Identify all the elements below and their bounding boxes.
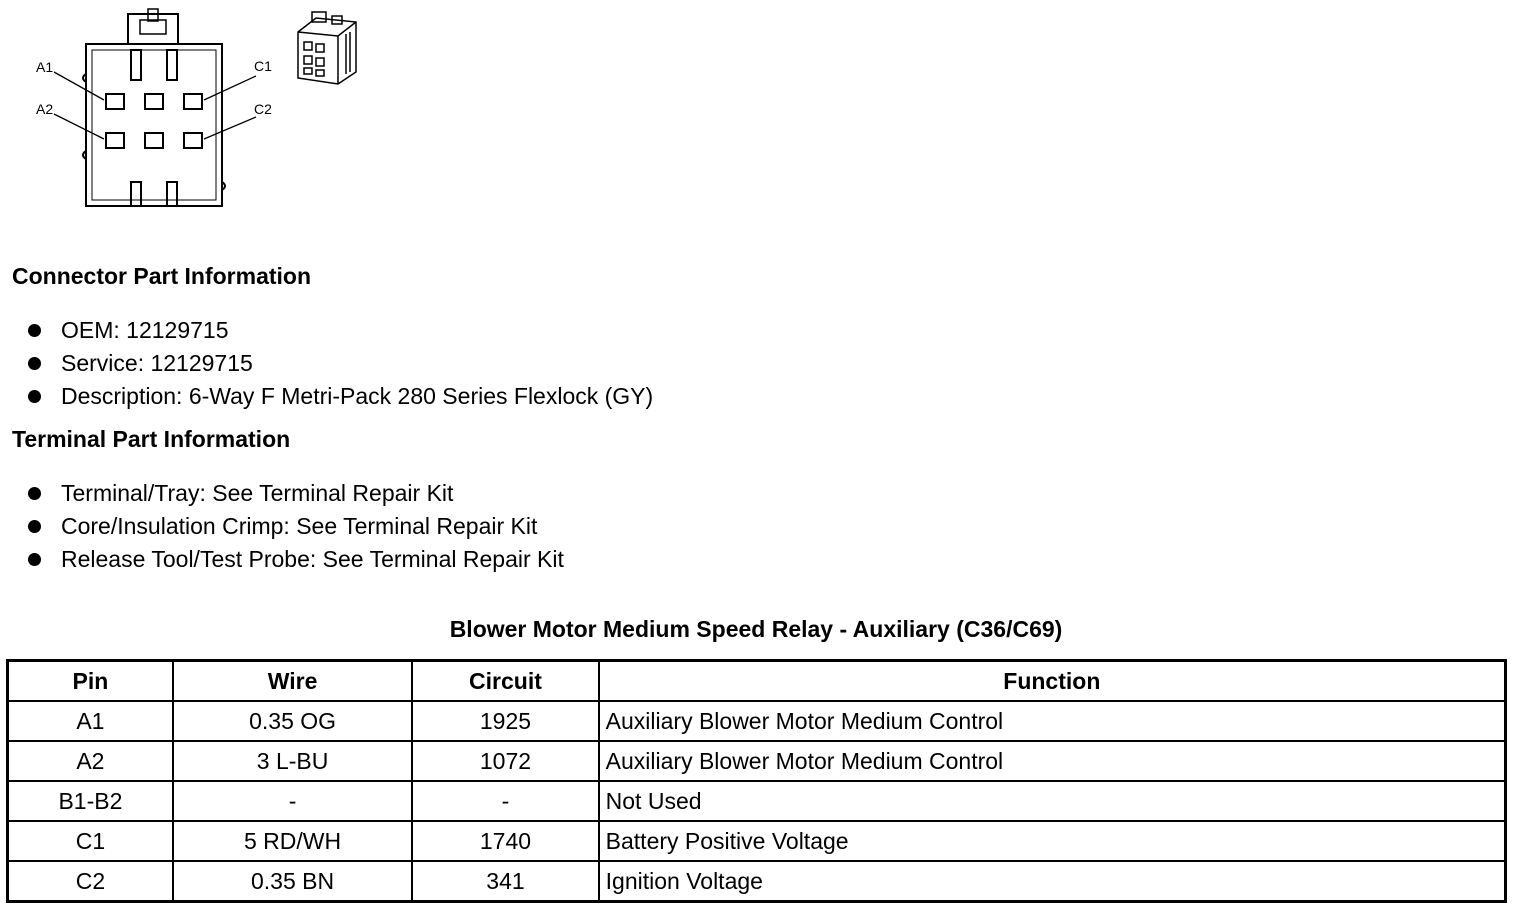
bullet-icon: [28, 357, 41, 370]
connector-part-heading: Connector Part Information: [12, 263, 312, 289]
header-circuit: Circuit: [412, 661, 598, 702]
cell-wire: 0.35 BN: [173, 861, 412, 902]
header-wire: Wire: [173, 661, 412, 702]
list-item: Core/Insulation Crimp: See Terminal Repair Kit: [28, 510, 564, 543]
table-row: [8, 821, 1506, 861]
table-title: Blower Motor Medium Speed Relay - Auxiliary (C36/C69): [449, 616, 1063, 642]
cell-circuit: -: [412, 781, 598, 821]
cell-wire: 5 RD/WH: [173, 821, 412, 861]
cell-pin: A2: [8, 741, 173, 781]
cell-pin: A1: [8, 701, 173, 741]
cell-circuit: 1072: [412, 741, 598, 781]
cell-function: Auxiliary Blower Motor Medium Control: [599, 701, 1506, 741]
pin-label-c1: C1: [254, 58, 272, 74]
connector-part-list: [28, 314, 653, 413]
list-item: Service: 12129715: [28, 347, 653, 380]
cell-wire: -: [173, 781, 412, 821]
cell-circuit: 1740: [412, 821, 598, 861]
cell-function: Ignition Voltage: [599, 861, 1506, 902]
list-item: OEM: 12129715: [28, 314, 653, 347]
pin-label-a2: A2: [36, 101, 54, 117]
bullet-icon: [28, 520, 41, 533]
bullet-icon: [28, 390, 41, 403]
list-item: Terminal/Tray: See Terminal Repair Kit: [28, 477, 564, 510]
cell-circuit: 341: [412, 861, 598, 902]
terminal-part-list: [28, 477, 564, 576]
pin-label-a1: A1: [36, 59, 54, 75]
list-item: Description: 6-Way F Metri-Pack 280 Series Flexlock (GY): [28, 380, 653, 413]
pin-label-c2: C2: [254, 101, 272, 117]
header-function: Function: [599, 661, 1506, 702]
pin-table: [6, 659, 1507, 903]
bullet-icon: [28, 324, 41, 337]
cell-pin: C2: [8, 861, 173, 902]
cell-circuit: 1925: [412, 701, 598, 741]
header-pin: Pin: [8, 661, 173, 702]
list-item: Release Tool/Test Probe: See Terminal Repair Kit: [28, 543, 564, 576]
table-row: [8, 861, 1506, 902]
bullet-icon: [28, 487, 41, 500]
table-row: [8, 741, 1506, 781]
bullet-icon: [28, 553, 41, 566]
connector-face-diagram: [30, 6, 280, 212]
cell-function: Auxiliary Blower Motor Medium Control: [599, 741, 1506, 781]
cell-wire: 0.35 OG: [173, 701, 412, 741]
cell-wire: 3 L-BU: [173, 741, 412, 781]
table-header-row: [8, 661, 1506, 702]
cell-pin: C1: [8, 821, 173, 861]
terminal-part-heading: Terminal Part Information: [12, 426, 291, 452]
table-row: [8, 781, 1506, 821]
cell-function: Not Used: [599, 781, 1506, 821]
connector-isometric-icon: [292, 8, 364, 86]
cell-pin: B1-B2: [8, 781, 173, 821]
table-row: [8, 701, 1506, 741]
cell-function: Battery Positive Voltage: [599, 821, 1506, 861]
